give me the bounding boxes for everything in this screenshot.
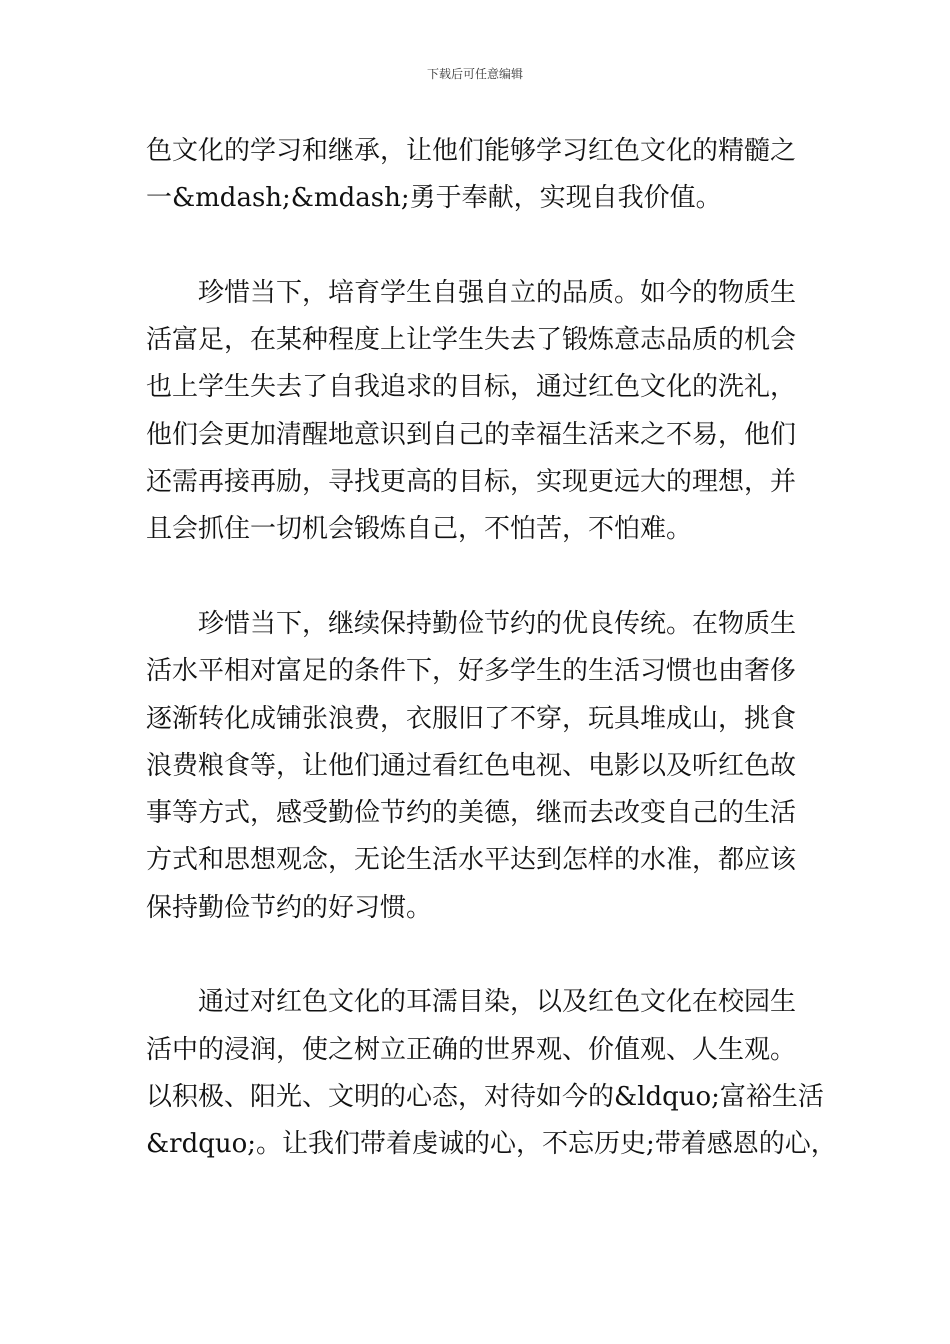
text-line: 事等方式，感受勤俭节约的美德，继而去改变自己的生活 — [146, 798, 797, 829]
text-line: 活中的浸润，使之树立正确的世界观、价值观、人生观。 — [146, 1034, 797, 1065]
text-line: 活水平相对富足的条件下，好多学生的生活习惯也由奢侈 — [146, 656, 797, 687]
paragraph — [146, 128, 826, 223]
text-line: 色文化的学习和继承，让他们能够学习红色文化的精髓之 — [146, 136, 797, 166]
text-line: 也上学生失去了自我追求的目标，通过红色文化的洗礼， — [146, 372, 797, 403]
paragraph-gap — [146, 223, 826, 270]
paragraph-gap — [146, 554, 826, 601]
text-line: 珍惜当下，培育学生自强自立的品质。如今的物质生 — [198, 277, 797, 308]
text-line: 逐渐转化成铺张浪费，衣服旧了不穿，玩具堆成山，挑食 — [146, 703, 797, 734]
text-line: 通过对红色文化的耳濡目染，以及红色文化在校园生 — [198, 987, 797, 1018]
document-body — [146, 128, 837, 1169]
text-line: 方式和思想观念，无论生活水平达到怎样的水准，都应该 — [146, 845, 797, 876]
text-line: 一&mdash;&mdash;勇于奉献，实现自我价值。 — [146, 183, 722, 214]
text-line: 且会抓住一切机会锻炼自己，不怕苦，不怕难。 — [146, 514, 693, 545]
paragraph — [146, 979, 837, 1168]
page-header: 下载后可任意编辑 — [426, 67, 523, 81]
paragraph-gap — [146, 932, 826, 979]
text-line: 珍惜当下，继续保持勤俭节约的优良传统。在物质生 — [198, 608, 797, 639]
text-line: &rdquo;。让我们带着虔诚的心，不忘历史;带着感恩的心， — [146, 1129, 837, 1160]
text-line: 活富足，在某种程度上让学生失去了锻炼意志品质的机会 — [146, 325, 797, 356]
text-line: 保持勤俭节约的好习惯。 — [146, 892, 433, 923]
text-line: 浪费粮食等，让他们通过看红色电视、电影以及听红色故 — [146, 750, 797, 781]
paragraph — [146, 270, 826, 554]
text-line: 还需再接再励，寻找更高的目标，实现更远大的理想，并 — [146, 467, 797, 498]
paragraph — [146, 601, 826, 932]
text-line: 以积极、阳光、文明的心态，对待如今的&ldquo;富裕生活 — [146, 1081, 824, 1112]
text-line: 他们会更加清醒地意识到自己的幸福生活来之不易，他们 — [146, 419, 797, 450]
